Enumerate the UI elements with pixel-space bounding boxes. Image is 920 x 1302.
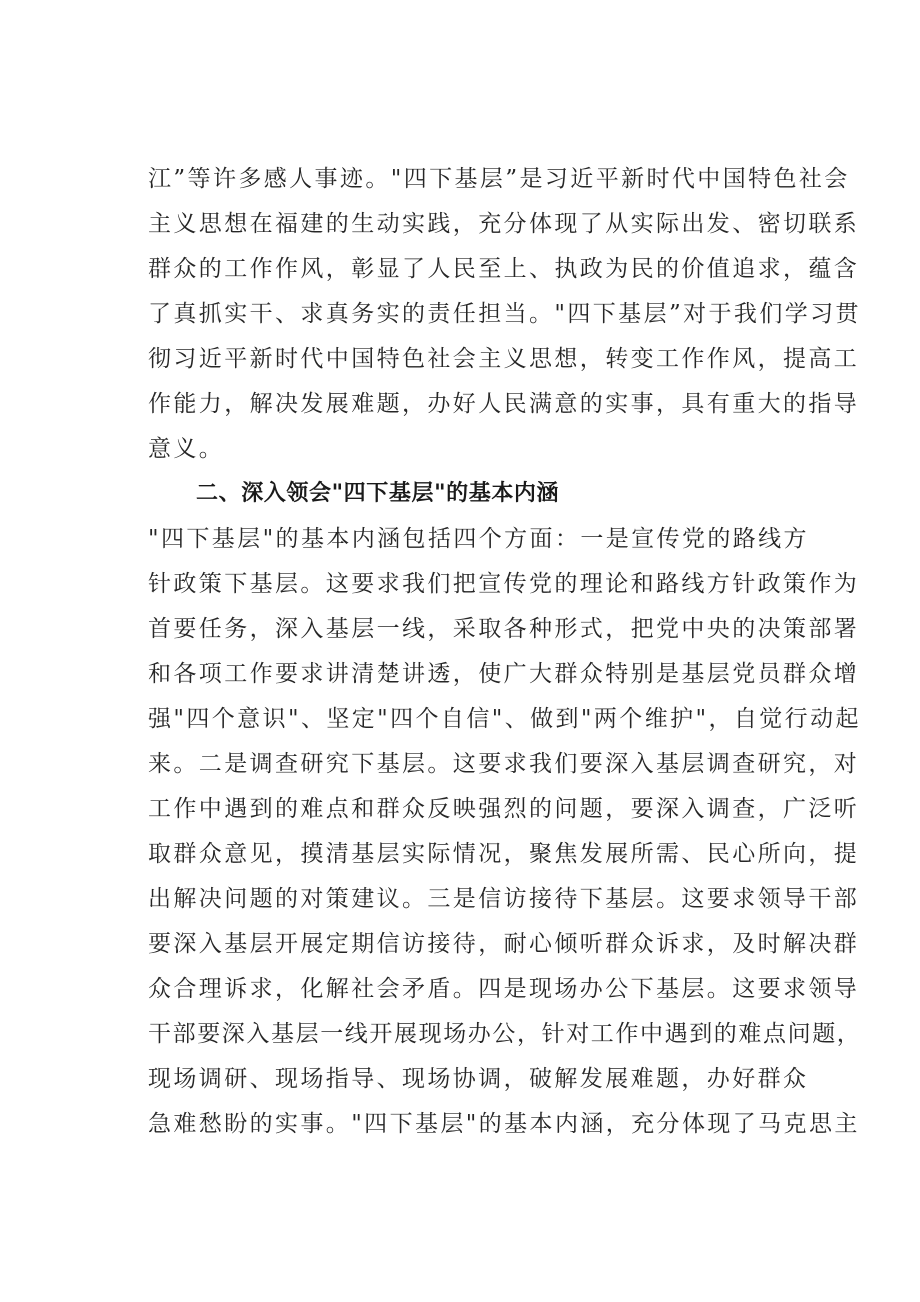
paragraph-1-line-6: 作能力，解决发展难题，办好人民满意的实事，具有重大的指导 — [148, 391, 860, 417]
paragraph-2-line-13: 现场调研、现场指导、现场协调，破解发展难题，办好群众 — [148, 1066, 809, 1092]
paragraph-2-line-2: 针政策下基层。这要求我们把宣传党的理论和路线方针政策作为 — [148, 571, 860, 597]
paragraph-2-line-4: 和各项工作要求讲清楚讲透，使广大群众特别是基层党员群众增 — [148, 661, 860, 687]
paragraph-1-line-7: 意义。 — [148, 436, 225, 462]
paragraph-1-line-5: 彻习近平新时代中国特色社会主义思想，转变工作作风，提高工 — [148, 346, 860, 372]
paragraph-2-line-1: "四下基层"的基本内涵包括四个方面：一是宣传党的路线方 — [148, 526, 809, 552]
paragraph-2-line-7: 工作中遇到的难点和群众反映强烈的问题，要深入调查，广泛听 — [148, 796, 860, 822]
paragraph-1-line-1: 江”等许多感人事迹。"四下基层”是习近平新时代中国特色社会 — [148, 166, 850, 192]
section-heading: 二、深入领会"四下基层"的基本内涵 — [196, 481, 560, 506]
paragraph-2-line-9: 出解决问题的对策建议。三是信访接待下基层。这要求领导干部 — [148, 886, 860, 912]
paragraph-2-line-6: 来。二是调查研究下基层。这要求我们要深入基层调查研究，对 — [148, 751, 860, 777]
paragraph-2-line-12: 干部要深入基层一线开展现场办公，针对工作中遇到的难点问题， — [148, 1021, 862, 1047]
paragraph-2-line-8: 取群众意见，摸清基层实际情况，聚焦发展所需、民心所向，提 — [148, 841, 860, 867]
paragraph-2-line-10: 要深入基层开展定期信访接待，耐心倾听群众诉求，及时解决群 — [148, 931, 860, 957]
paragraph-2-line-5: 强"四个意识"、坚定"四个自信"、做到"两个维护"，自觉行动起 — [148, 706, 861, 732]
paragraph-2-line-11: 众合理诉求，化解社会矛盾。四是现场办公下基层。这要求领导 — [148, 976, 860, 1002]
paragraph-1-line-3: 群众的工作作风，彰显了人民至上、执政为民的价值追求，蕴含 — [148, 256, 860, 282]
paragraph-1-line-2: 主义思想在福建的生动实践，充分体现了从实际出发、密切联系 — [148, 211, 860, 237]
paragraph-2-line-14: 急难愁盼的实事。"四下基层"的基本内涵，充分体现了马克思主 — [148, 1111, 860, 1137]
paragraph-2-line-3: 首要任务，深入基层一线，采取各种形式，把党中央的决策部署 — [148, 616, 860, 642]
paragraph-1-line-4: 了真抓实干、求真务实的责任担当。"四下基层”对于我们学习贯 — [148, 301, 861, 327]
